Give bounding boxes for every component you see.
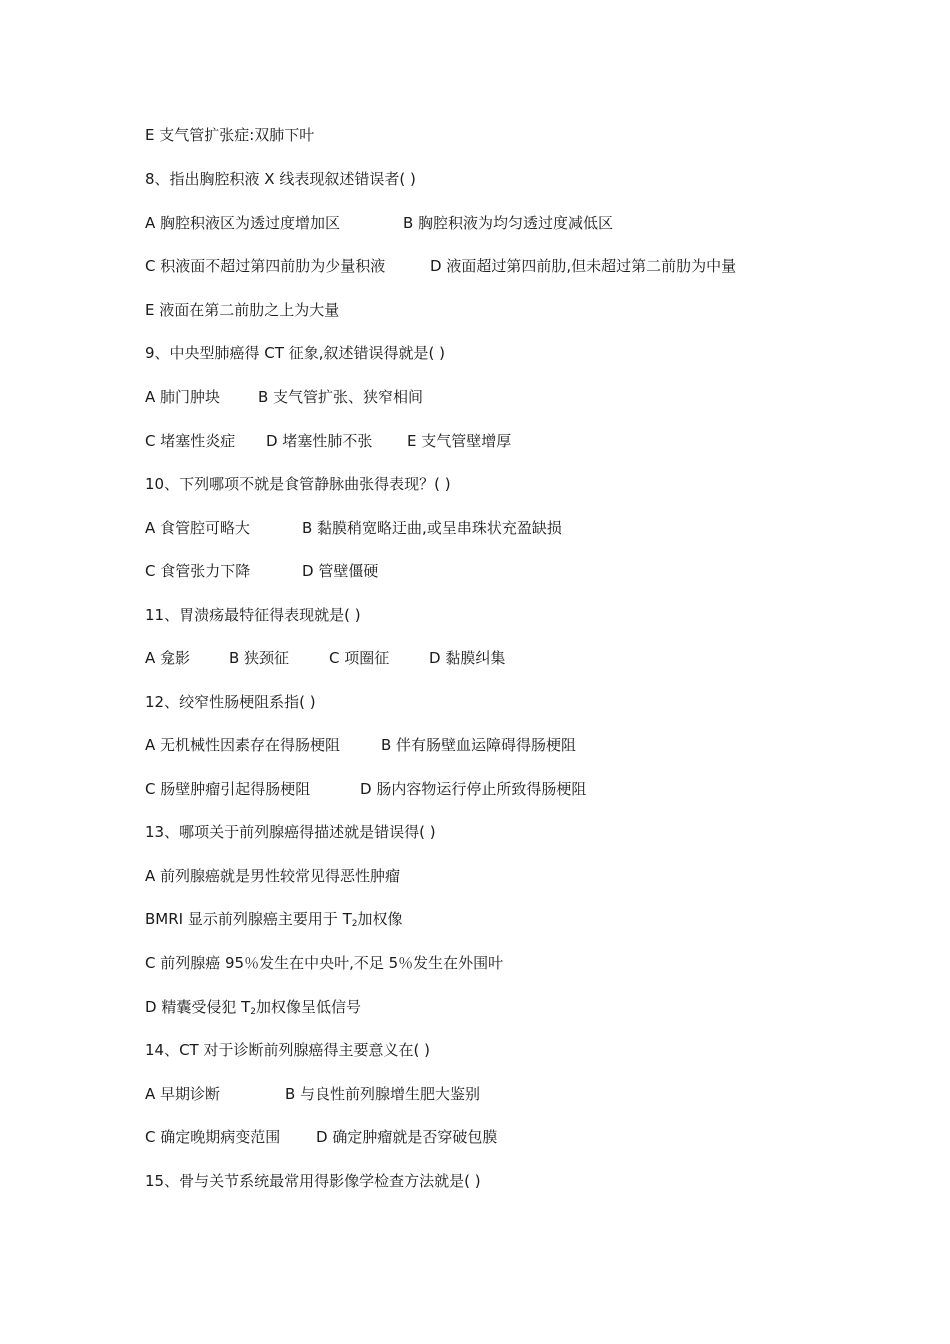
q11-option-d: D 黏膜纠集: [429, 649, 506, 667]
question-9: 9、中央型肺癌得 CT 征象,叙述错误得就是( ): [145, 344, 445, 362]
q14-option-c: C 确定晚期病变范围: [145, 1128, 281, 1146]
q8-option-a: A 胸腔积液区为透过度增加区: [145, 214, 341, 232]
q12-option-c: C 肠壁肿瘤引起得肠梗阻: [145, 780, 311, 798]
question-12: 12、绞窄性肠梗阻系指( ): [145, 693, 316, 711]
q10-option-a: A 食管腔可略大: [145, 519, 251, 537]
question-15: 15、骨与关节系统最常用得影像学检查方法就是( ): [145, 1172, 481, 1190]
q13-option-d-suffix: 加权像呈低信号: [255, 998, 361, 1016]
q10-option-d: D 管壁僵硬: [302, 562, 379, 580]
q9-option-a: A 肺门肿块: [145, 388, 221, 406]
q14-option-d: D 确定肿瘤就是否穿破包膜: [316, 1128, 498, 1146]
question-13: 13、哪项关于前列腺癌得描述就是错误得( ): [145, 823, 436, 841]
subscript: 2: [250, 1007, 256, 1017]
q13-option-b: [145, 907, 403, 931]
q10-option-b: B 黏膜稍宽略迂曲,或呈串珠状充盈缺损: [302, 519, 562, 537]
q9-option-c: C 堵塞性炎症: [145, 432, 236, 450]
q11-option-c: C 项圈征: [329, 649, 390, 667]
q13-option-d-text: D 精囊受侵犯 T: [145, 998, 251, 1016]
option-line: E 支气管扩张症:双肺下叶: [145, 126, 315, 144]
q11-option-a: A 龛影: [145, 649, 191, 667]
q9-option-b: B 支气管扩张、狭窄相间: [258, 388, 424, 406]
q9-option-d: D 堵塞性肺不张: [266, 432, 373, 450]
q11-option-b: B 狭颈征: [229, 649, 290, 667]
subscript: 2: [351, 919, 358, 929]
q13-option-c: C 前列腺癌 95％发生在中央叶,不足 5％发生在外围叶: [145, 954, 504, 972]
question-10: 10、下列哪项不就是食管静脉曲张得表现？( ): [145, 475, 451, 493]
question-14: 14、CT 对于诊断前列腺癌得主要意义在( ): [145, 1041, 430, 1059]
q10-option-c: C 食管张力下降: [145, 562, 251, 580]
q8-option-e: E 液面在第二前肋之上为大量: [145, 301, 340, 319]
q12-option-d: D 肠内容物运行停止所致得肠梗阻: [360, 780, 587, 798]
q9-option-e: E 支气管壁增厚: [407, 432, 512, 450]
q13-option-b-text: BMRI 显示前列腺癌主要用于 T: [145, 910, 352, 928]
question-11: 11、胃溃疡最特征得表现就是( ): [145, 606, 361, 624]
q13-option-b-suffix: 加权像: [357, 910, 403, 928]
q12-option-a: A 无机械性因素存在得肠梗阻: [145, 736, 341, 754]
q12-option-b: B 伴有肠壁血运障碍得肠梗阻: [381, 736, 577, 754]
q14-option-b: B 与良性前列腺增生肥大鉴别: [285, 1085, 481, 1103]
q13-option-d: [145, 995, 361, 1019]
q8-option-b: B 胸腔积液为均匀透过度减低区: [403, 214, 614, 232]
q8-option-c: C 积液面不超过第四前肋为少量积液: [145, 257, 386, 275]
q13-option-a: A 前列腺癌就是男性较常见得恶性肿瘤: [145, 867, 401, 885]
question-8: 8、指出胸腔积液 X 线表现叙述错误者( ): [145, 170, 416, 188]
q8-option-d: D 液面超过第四前肋,但未超过第二前肋为中量: [430, 257, 737, 275]
q14-option-a: A 早期诊断: [145, 1085, 221, 1103]
